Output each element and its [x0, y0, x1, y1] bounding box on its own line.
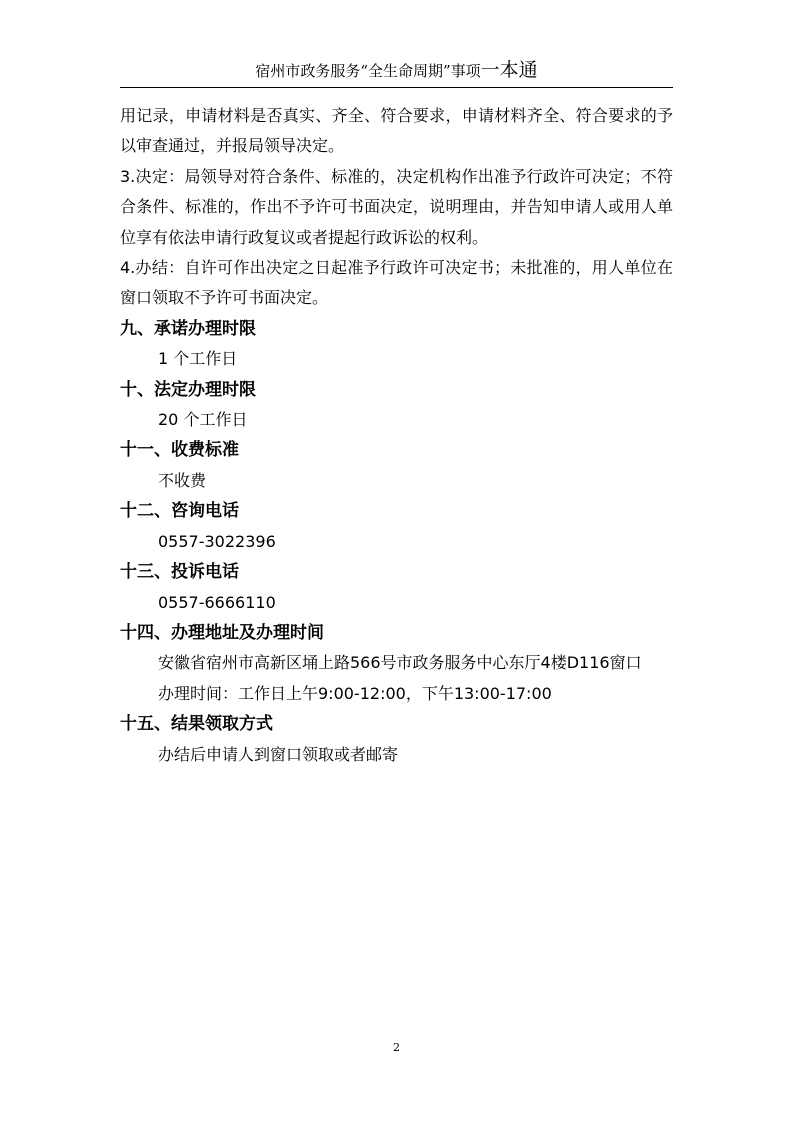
- section-heading-result-collection: 十五、结果领取方式: [120, 714, 273, 735]
- section-value-legal-time-limit: 20 个工作日: [158, 410, 248, 430]
- section-value-complaint-phone: 0557-6666110: [158, 592, 276, 612]
- section-heading-promised-time-limit: 九、承诺办理时限: [120, 318, 256, 339]
- page-header: [0, 60, 793, 81]
- section-heading-legal-time-limit: 十、法定办理时限: [120, 379, 256, 400]
- section-value-fee-standard: 不收费: [158, 470, 207, 490]
- section-value-result-collection: 办结后申请人到窗口领取或者邮寄: [158, 744, 399, 764]
- paragraph-review: 用记录，申请材料是否真实、齐全、符合要求，申请材料齐全、符合要求的予以审查通过，并报局领导决定。: [120, 106, 673, 156]
- section-value-office-hours: 办理时间：工作日上午9:00-12:00，下午13:00-17:00: [158, 683, 552, 703]
- section-value-inquiry-phone: 0557-3022396: [158, 531, 276, 551]
- header-rule: [120, 87, 673, 88]
- document-body: [120, 101, 673, 770]
- section-heading-address-and-hours: 十四、办理地址及办理时间: [120, 622, 324, 643]
- section-heading-inquiry-phone: 十二、咨询电话: [120, 501, 239, 522]
- paragraph-decision: 3.决定：局领导对符合条件、标准的，决定机构作出准予行政许可决定；不符合条件、标准的，作出不予许可书面决定，说明理由，并告知申请人或用人单位享有依法申请行政复议或者提起行政诉讼的权利。: [120, 166, 673, 247]
- header-title-tail: 一本通: [480, 59, 538, 81]
- section-heading-complaint-phone: 十三、投诉电话: [120, 562, 239, 583]
- page-number: 2: [393, 1041, 400, 1054]
- header-title: 宿州市政务服务“全生命周期”事项: [255, 62, 481, 80]
- paragraph-completion: 4.办结：自许可作出决定之日起准予行政许可决定书；未批准的，用人单位在窗口领取不予许可书面决定。: [120, 258, 673, 308]
- section-value-address: 安徽省宿州市高新区埇上路566号市政务服务中心东厅4楼D116窗口: [158, 653, 642, 673]
- section-value-promised-time-limit: 1 个工作日: [158, 349, 238, 369]
- section-heading-fee-standard: 十一、收费标准: [120, 440, 239, 461]
